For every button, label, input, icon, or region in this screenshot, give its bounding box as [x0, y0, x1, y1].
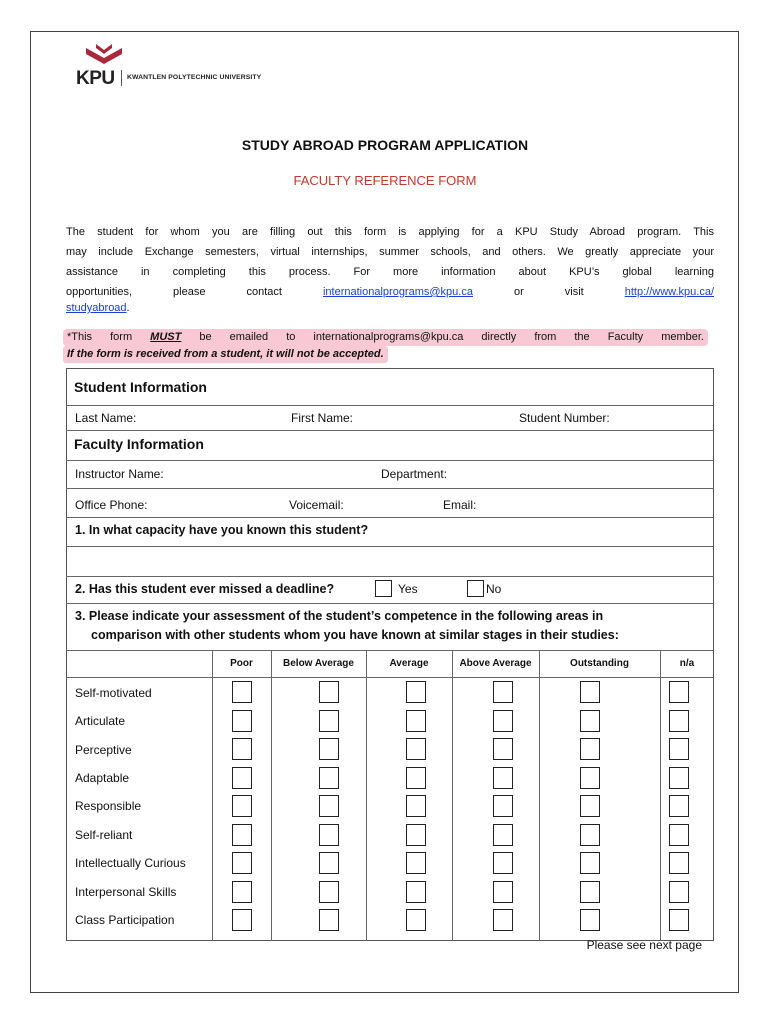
- footer-note: Please see next page: [586, 938, 702, 952]
- student-number-label: Student Number:: [519, 411, 610, 425]
- rating-checkbox[interactable]: [493, 767, 513, 789]
- rating-checkbox[interactable]: [580, 681, 600, 703]
- rating-checkbox[interactable]: [319, 767, 339, 789]
- divider: [66, 650, 714, 651]
- divider: [66, 603, 714, 604]
- rating-checkbox[interactable]: [232, 881, 252, 903]
- rating-checkbox[interactable]: [580, 738, 600, 760]
- column-divider: [660, 650, 661, 941]
- question-1: 1. In what capacity have you known this student?: [75, 523, 369, 537]
- rating-checkbox[interactable]: [580, 767, 600, 789]
- rating-checkbox[interactable]: [669, 909, 689, 931]
- rating-checkbox[interactable]: [580, 852, 600, 874]
- rating-checkbox[interactable]: [406, 852, 426, 874]
- divider: [66, 460, 714, 461]
- rating-row-label: Self-reliant: [75, 828, 133, 842]
- rating-checkbox[interactable]: [580, 795, 600, 817]
- rating-checkbox[interactable]: [493, 738, 513, 760]
- rating-checkbox[interactable]: [406, 909, 426, 931]
- column-divider: [366, 650, 367, 941]
- rating-checkbox[interactable]: [319, 881, 339, 903]
- rating-checkbox[interactable]: [669, 681, 689, 703]
- column-header: Outstanding: [570, 658, 629, 669]
- rating-checkbox[interactable]: [669, 738, 689, 760]
- rating-checkbox[interactable]: [493, 824, 513, 846]
- divider: [66, 488, 714, 489]
- rating-row-label: Adaptable: [75, 771, 130, 785]
- rating-checkbox[interactable]: [493, 681, 513, 703]
- rating-checkbox[interactable]: [232, 767, 252, 789]
- logo-university-name: KWANTLEN POLYTECHNIC UNIVERSITY: [127, 74, 262, 81]
- email-notice: [63, 329, 708, 346]
- rating-checkbox[interactable]: [406, 881, 426, 903]
- rating-checkbox[interactable]: [493, 795, 513, 817]
- rating-checkbox[interactable]: [493, 710, 513, 732]
- rating-checkbox[interactable]: [319, 681, 339, 703]
- rating-checkbox[interactable]: [493, 881, 513, 903]
- rating-checkbox[interactable]: [319, 852, 339, 874]
- intro-tail: [66, 302, 130, 314]
- rating-checkbox[interactable]: [580, 881, 600, 903]
- faculty-info-heading: Faculty Information: [74, 436, 204, 452]
- page-title: STUDY ABROAD PROGRAM APPLICATION: [241, 137, 529, 153]
- rating-checkbox[interactable]: [319, 710, 339, 732]
- rating-checkbox[interactable]: [669, 881, 689, 903]
- rating-checkbox[interactable]: [232, 909, 252, 931]
- website-link[interactable]: http://www.kpu.ca/: [624, 286, 714, 298]
- department-label: Department:: [381, 467, 448, 481]
- voicemail-label: Voicemail:: [289, 498, 344, 512]
- column-divider: [539, 650, 540, 941]
- rating-checkbox[interactable]: [669, 767, 689, 789]
- rating-checkbox[interactable]: [232, 795, 252, 817]
- divider: [66, 405, 714, 406]
- notice-must: MUST: [150, 331, 182, 343]
- rating-checkbox[interactable]: [406, 824, 426, 846]
- question-3-line-2: comparison with other students whom you have known at similar stages in their studies:: [91, 628, 619, 642]
- intro-line: may include Exchange semesters, virtual internships, summer schools, and others. We greatly appreciate your: [66, 246, 714, 258]
- rating-row-label: Intellectually Curious: [75, 856, 186, 870]
- intro-period: .: [126, 302, 130, 314]
- question-3-line-1: 3. Please indicate your assessment of the student’s competence in the following areas in: [75, 609, 604, 623]
- rating-row-label: Self-motivated: [75, 686, 152, 700]
- no-checkbox[interactable]: [467, 580, 484, 597]
- intro-line: assistance in completing this process. For more information about KPU’s global learning: [66, 266, 714, 278]
- intro-text: opportunities, please contact: [66, 286, 323, 298]
- divider: [66, 517, 714, 518]
- notice-line-1: [67, 329, 704, 346]
- rating-row-label: Perceptive: [75, 743, 132, 757]
- last-name-label: Last Name:: [75, 411, 137, 425]
- notice-line-2: [63, 346, 388, 363]
- rating-row-label: Interpersonal Skills: [75, 885, 177, 899]
- yes-label: Yes: [398, 582, 418, 596]
- rating-checkbox[interactable]: [669, 824, 689, 846]
- intro-text: or visit: [472, 286, 625, 298]
- rating-checkbox[interactable]: [232, 852, 252, 874]
- notice-text: *This form: [67, 331, 151, 343]
- rating-checkbox[interactable]: [232, 824, 252, 846]
- yes-checkbox[interactable]: [375, 580, 392, 597]
- rating-row-label: Articulate: [75, 714, 126, 728]
- question-2: 2. Has this student ever missed a deadline?: [75, 582, 335, 596]
- instructor-name-label: Instructor Name:: [75, 467, 164, 481]
- intro-paragraph: [66, 222, 714, 302]
- rating-checkbox[interactable]: [406, 710, 426, 732]
- rating-checkbox[interactable]: [232, 710, 252, 732]
- rating-row-label: Class Participation: [75, 913, 175, 927]
- rating-checkbox[interactable]: [319, 738, 339, 760]
- intro-line: The student for whom you are filling out this form is applying for a KPU Study Abroad program. This: [66, 226, 714, 238]
- column-header: Poor: [230, 658, 253, 669]
- rating-checkbox[interactable]: [406, 795, 426, 817]
- rating-checkbox[interactable]: [232, 738, 252, 760]
- rating-checkbox[interactable]: [319, 795, 339, 817]
- column-header: Average: [389, 658, 429, 669]
- rating-checkbox[interactable]: [669, 710, 689, 732]
- rating-checkbox[interactable]: [580, 824, 600, 846]
- column-divider: [271, 650, 272, 941]
- rating-checkbox[interactable]: [669, 852, 689, 874]
- website-link-continued[interactable]: studyabroad: [66, 302, 127, 314]
- no-label: No: [486, 582, 502, 596]
- rating-checkbox[interactable]: [319, 909, 339, 931]
- office-phone-label: Office Phone:: [75, 498, 148, 512]
- intro-line: [66, 282, 714, 302]
- column-header: Above Average: [459, 658, 532, 669]
- rating-checkbox[interactable]: [319, 824, 339, 846]
- column-divider: [212, 650, 213, 941]
- column-divider: [452, 650, 453, 941]
- rating-checkbox[interactable]: [493, 852, 513, 874]
- page-subtitle: FACULTY REFERENCE FORM: [293, 173, 477, 188]
- rating-checkbox[interactable]: [580, 710, 600, 732]
- rating-checkbox[interactable]: [580, 909, 600, 931]
- notice-warning: If the form is received from a student, it will not be accepted.: [67, 348, 384, 360]
- kpu-emblem-icon: [84, 44, 124, 68]
- logo-text: KPU: [76, 68, 115, 89]
- rating-row-label: Responsible: [75, 799, 142, 813]
- rating-checkbox[interactable]: [406, 738, 426, 760]
- column-header: Below Average: [283, 658, 354, 669]
- student-info-heading: Student Information: [74, 379, 207, 395]
- divider: [66, 430, 714, 431]
- rating-checkbox[interactable]: [493, 909, 513, 931]
- email-link[interactable]: internationalprograms@kpu.ca: [322, 286, 473, 298]
- rating-checkbox[interactable]: [406, 767, 426, 789]
- divider: [66, 576, 714, 577]
- column-header: n/a: [679, 658, 695, 669]
- email-label: Email:: [443, 498, 477, 512]
- rating-checkbox[interactable]: [232, 681, 252, 703]
- notice-text: be emailed to internationalprograms@kpu.ca directly from the Faculty member.: [181, 331, 704, 343]
- rating-checkbox[interactable]: [669, 795, 689, 817]
- first-name-label: First Name:: [291, 411, 354, 425]
- divider: [66, 546, 714, 547]
- rating-checkbox[interactable]: [406, 681, 426, 703]
- divider: [66, 677, 714, 678]
- logo-divider: [121, 70, 122, 86]
